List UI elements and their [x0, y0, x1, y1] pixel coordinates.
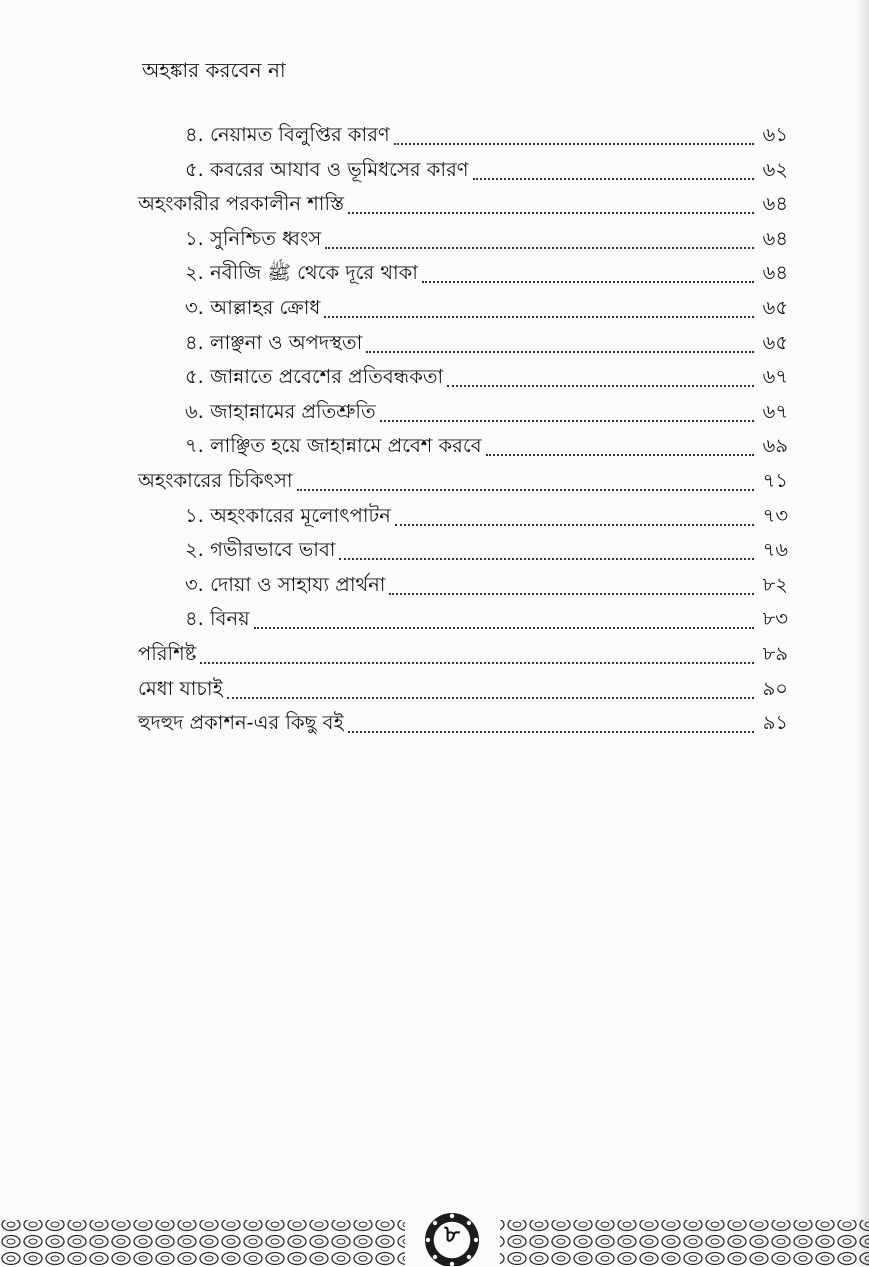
toc-entry-page-number: ৬১: [762, 123, 788, 146]
running-header: অহঙ্কার করবেন না: [142, 58, 286, 82]
toc-dot-leader: [422, 281, 754, 283]
toc-entry-page-number: ৮২: [762, 572, 788, 596]
toc-dot-leader: [325, 247, 754, 249]
toc-entry: [185, 533, 788, 563]
toc-dot-leader: [348, 731, 754, 733]
toc-entry-page-number: ৮৯: [762, 642, 788, 665]
toc-entry-page-number: ৬৫: [762, 296, 788, 319]
toc-dot-leader: [389, 593, 754, 595]
toc-entry-title: পরিশিষ্ট: [138, 642, 197, 665]
toc-dot-leader: [254, 627, 754, 629]
toc-entry: [138, 637, 788, 667]
toc-dot-leader: [297, 489, 754, 491]
toc-dot-leader: [339, 558, 754, 560]
toc-entry-page-number: ৬৭: [762, 399, 788, 423]
toc-entry-title: ৪. নেয়ামত বিলুপ্তির কারণ: [185, 123, 390, 146]
toc-entry-page-number: ৯১: [762, 711, 788, 735]
toc-entry-title: ১. অহংকারের মূলোৎপাটন: [185, 503, 391, 527]
toc-entry-page-number: ৭৩: [762, 503, 788, 527]
toc-dot-leader: [473, 178, 754, 180]
toc-entry-title: হুদহুদ প্রকাশন-এর কিছু বই: [138, 711, 344, 735]
toc-entry-title: ২. গভীরভাবে ভাবা: [185, 538, 336, 562]
toc-entry: [185, 118, 788, 148]
toc-dot-leader: [447, 385, 754, 387]
toc-entry: [185, 360, 788, 390]
toc-entry: [185, 429, 788, 459]
toc-entry-page-number: ৬৪: [762, 226, 788, 250]
toc-dot-leader: [366, 351, 754, 353]
toc-entry: [185, 395, 788, 425]
toc-entry: [138, 672, 788, 702]
toc-entry-page-number: ৬২: [762, 157, 788, 181]
toc-dot-leader: [200, 662, 754, 664]
toc-dot-leader: [380, 420, 754, 422]
toc-dot-leader: [348, 212, 754, 214]
toc-dot-leader: [394, 143, 754, 145]
toc-entry-title: ৫. কবরের আযাব ও ভূমিধসের কারণ: [185, 157, 469, 181]
toc-entry-title: ৩. দোয়া ও সাহায্য প্রার্থনা: [185, 572, 386, 596]
toc-entry-page-number: ৭৬: [762, 538, 788, 562]
page-number: ৮: [444, 1220, 460, 1248]
toc-entry: [185, 222, 788, 252]
page-number-medallion: [412, 1206, 492, 1266]
toc-entry-title: ৩. আল্লাহর ক্রোধ: [185, 296, 321, 319]
toc-entry-title: অহংকারের চিকিৎসা: [138, 469, 293, 492]
toc-entry-page-number: ৬৫: [762, 330, 788, 354]
toc-entry-title: ৪. লাঞ্ছনা ও অপদস্থতা: [185, 330, 363, 354]
toc-entry: [185, 602, 788, 632]
toc-entry: [185, 326, 788, 356]
toc-dot-leader: [324, 316, 754, 318]
toc-entry-title: ৫. জান্নাতে প্রবেশের প্রতিবন্ধকতা: [185, 365, 444, 389]
toc-entry-title: ৬. জাহান্নামের প্রতিশ্রুতি: [185, 399, 376, 423]
toc-dot-leader: [227, 697, 754, 699]
toc-entry: [185, 256, 788, 286]
toc-entry-title: মেধা যাচাই: [138, 676, 223, 700]
toc-entry: [138, 706, 788, 736]
toc-entry-title: ৭. লাঞ্ছিত হয়ে জাহান্নামে প্রবেশ করবে: [185, 434, 482, 458]
toc-dot-leader: [395, 524, 754, 526]
toc-entry-title: ২. নবীজি ﷺ থেকে দূরে থাকা: [185, 261, 418, 285]
toc-entry-page-number: ৮৩: [762, 607, 788, 631]
toc-entry-title: ৪. বিনয়: [185, 607, 250, 631]
toc-entry-title: ১. সুনিশ্চিত ধ্বংস: [185, 226, 322, 250]
toc-entry: [185, 499, 788, 529]
toc-entry: [138, 187, 788, 217]
toc-entry: [185, 568, 788, 598]
toc-entry-page-number: ৯০: [762, 676, 788, 700]
toc-entry-page-number: ৬৪: [762, 192, 788, 216]
toc-entry: [138, 464, 788, 494]
toc-entry-page-number: ৭১: [762, 469, 788, 492]
toc-entry: [185, 153, 788, 183]
toc-entry: [185, 291, 788, 321]
toc-entry-page-number: ৬৯: [762, 434, 788, 458]
toc-dot-leader: [486, 454, 754, 456]
page-edge-shadow: [855, 0, 869, 1267]
toc-entry-title: অহংকারীর পরকালীন শাস্তি: [138, 192, 345, 216]
toc-entry-page-number: ৬৪: [762, 261, 788, 285]
toc-entry-page-number: ৬৭: [762, 365, 788, 389]
